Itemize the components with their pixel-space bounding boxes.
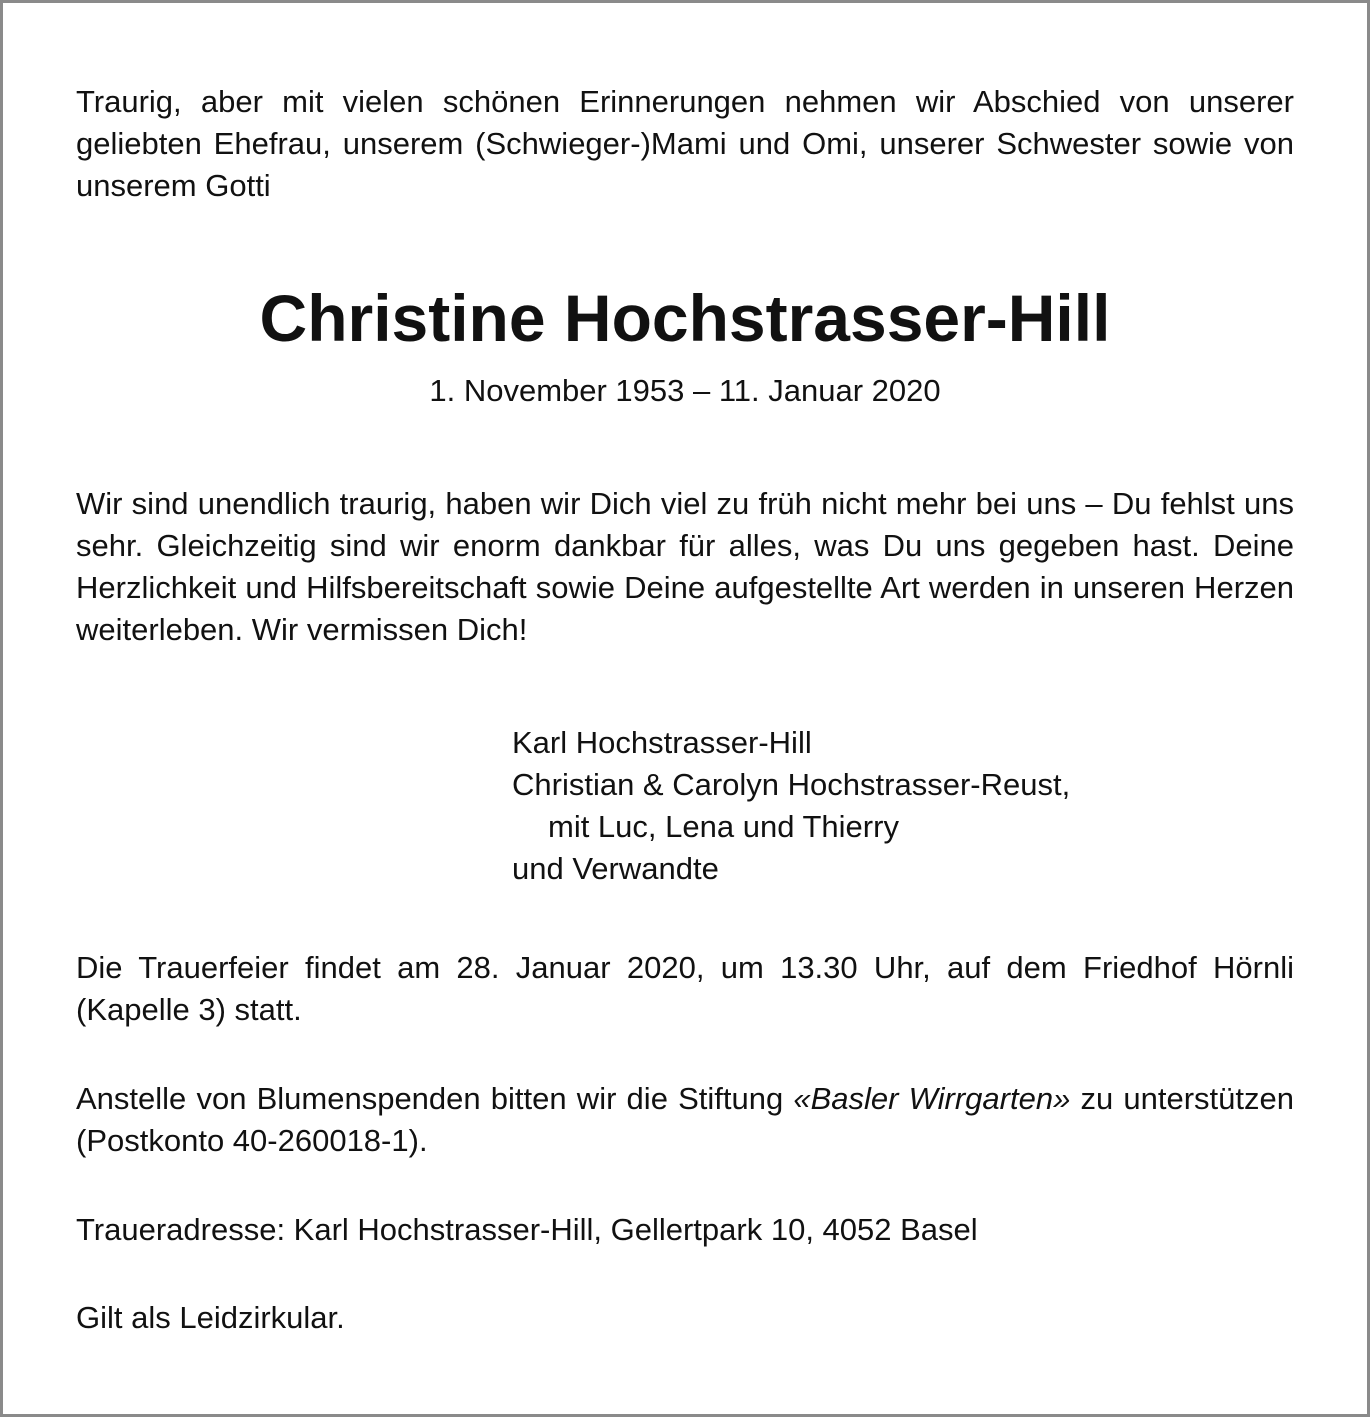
address-line: Traueradresse: Karl Hochstrasser-Hill, Gellertpark 10, 4052 Basel (76, 1212, 978, 1247)
donation-text: Anstelle von Blumenspenden bitten wir die Stiftung (76, 1081, 794, 1116)
ceremony-paragraph: Die Trauerfeier findet am 28. Januar 2020, um 13.30 Uhr, auf dem Friedhof Hörnli (Kapelle 3) statt. (76, 950, 1294, 1027)
circular-notice: Gilt als Leidzirkular. (76, 1300, 345, 1335)
signer-line: und Verwandte (512, 851, 719, 886)
signers-block (512, 722, 1070, 890)
donation-text: zu unterstützen (Postkonto 40-260018-1). (76, 1081, 1294, 1158)
intro-paragraph: Traurig, aber mit vielen schönen Erinnerungen nehmen wir Abschied von unserer geliebten Ehefrau, unserem (Schwieger-)Mami und Omi, unserer Schwester sowie von unserem Gotti (76, 84, 1294, 203)
deceased-name: Christine Hochstrasser-Hill (259, 281, 1111, 355)
signer-line: mit Luc, Lena und Thierry (548, 809, 899, 844)
life-dates: 1. November 1953 – 11. Januar 2020 (429, 373, 941, 408)
signer-line: Karl Hochstrasser-Hill (512, 725, 812, 760)
signer-line: Christian & Carolyn Hochstrasser-Reust, (512, 767, 1071, 802)
message-paragraph: Wir sind unendlich traurig, haben wir Dich viel zu früh nicht mehr bei uns – Du fehlst uns sehr. Gleichzeitig sind wir enorm dankbar für alles, was Du uns gegeben hast. Deine Herzlichkeit und Hilfsbereitschaft sowie Deine aufgestellte Art werden in unseren Herzen weiterleben. Wir vermissen Dich! (76, 486, 1294, 647)
donation-paragraph (76, 1078, 1294, 1162)
foundation-name: «Basler Wirrgarten» (793, 1081, 1071, 1116)
